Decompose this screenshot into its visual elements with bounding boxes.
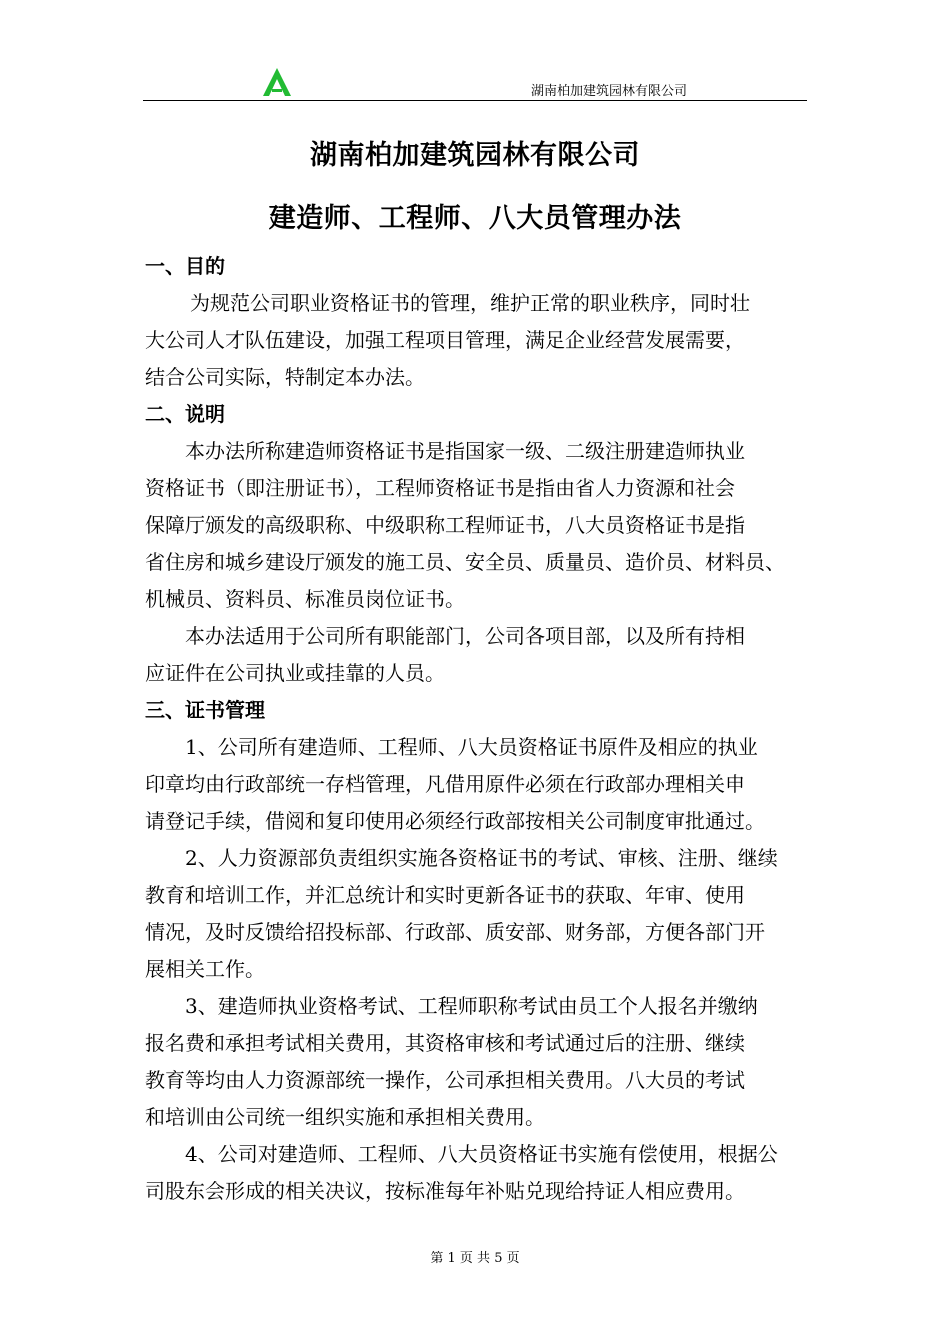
section-heading: 一、目的 xyxy=(145,254,225,278)
page-number: 第 1 页 共 5 页 xyxy=(430,1251,520,1266)
paragraph-line: 本办法所称建造师资格证书是指国家一级、二级注册建造师执业 xyxy=(185,439,745,463)
paragraph-line: 1、公司所有建造师、工程师、八大员资格证书原件及相应的执业 xyxy=(185,735,758,759)
paragraph-line: 为规范公司职业资格证书的管理，维护正常的职业秩序，同时壮 xyxy=(190,291,750,315)
section-heading: 三、证书管理 xyxy=(145,698,265,722)
document-title: 湖南柏加建筑园林有限公司 xyxy=(310,140,640,171)
paragraph-line: 3、建造师执业资格考试、工程师职称考试由员工个人报名并缴纳 xyxy=(185,994,758,1018)
paragraph-line: 2、人力资源部负责组织实施各资格证书的考试、审核、注册、继续 xyxy=(185,846,778,870)
paragraph-line: 展相关工作。 xyxy=(145,957,265,981)
paragraph-line: 应证件在公司执业或挂靠的人员。 xyxy=(145,661,445,685)
company-logo-icon xyxy=(261,66,293,98)
section-heading: 二、说明 xyxy=(145,402,225,426)
paragraph-line: 印章均由行政部统一存档管理，凡借用原件必须在行政部办理相关申 xyxy=(145,772,745,796)
paragraph-line: 教育等均由人力资源部统一操作，公司承担相关费用。八大员的考试 xyxy=(145,1068,745,1092)
paragraph-line: 机械员、资料员、标准员岗位证书。 xyxy=(145,587,465,611)
paragraph-line: 本办法适用于公司所有职能部门，公司各项目部，以及所有持相 xyxy=(185,624,745,648)
document-body xyxy=(145,248,825,1210)
paragraph-line: 保障厅颁发的高级职称、中级职称工程师证书，八大员资格证书是指 xyxy=(145,513,745,537)
paragraph-line: 司股东会形成的相关决议，按标准每年补贴兑现给持证人相应费用。 xyxy=(145,1179,745,1203)
document-subtitle: 建造师、工程师、八大员管理办法 xyxy=(268,203,682,234)
paragraph-line: 大公司人才队伍建设，加强工程项目管理，满足企业经营发展需要， xyxy=(145,328,745,352)
paragraph-line: 资格证书（即注册证书），工程师资格证书是指由省人力资源和社会 xyxy=(145,476,735,500)
paragraph-line: 情况，及时反馈给招投标部、行政部、质安部、财务部，方便各部门开 xyxy=(145,920,765,944)
paragraph-line: 4、公司对建造师、工程师、八大员资格证书实施有偿使用，根据公 xyxy=(185,1142,778,1166)
paragraph-line: 教育和培训工作，并汇总统计和实时更新各证书的获取、年审、使用 xyxy=(145,883,745,907)
paragraph-line: 结合公司实际，特制定本办法。 xyxy=(145,365,425,389)
paragraph-line: 和培训由公司统一组织实施和承担相关费用。 xyxy=(145,1105,545,1129)
paragraph-line: 请登记手续，借阅和复印使用必须经行政部按相关公司制度审批通过。 xyxy=(145,809,765,833)
paragraph-line: 省住房和城乡建设厅颁发的施工员、安全员、质量员、造价员、材料员、 xyxy=(145,550,785,574)
paragraph-line: 报名费和承担考试相关费用，其资格审核和考试通过后的注册、继续 xyxy=(145,1031,745,1055)
header-company-name: 湖南柏加建筑园林有限公司 xyxy=(530,84,687,99)
page-header xyxy=(143,62,807,101)
